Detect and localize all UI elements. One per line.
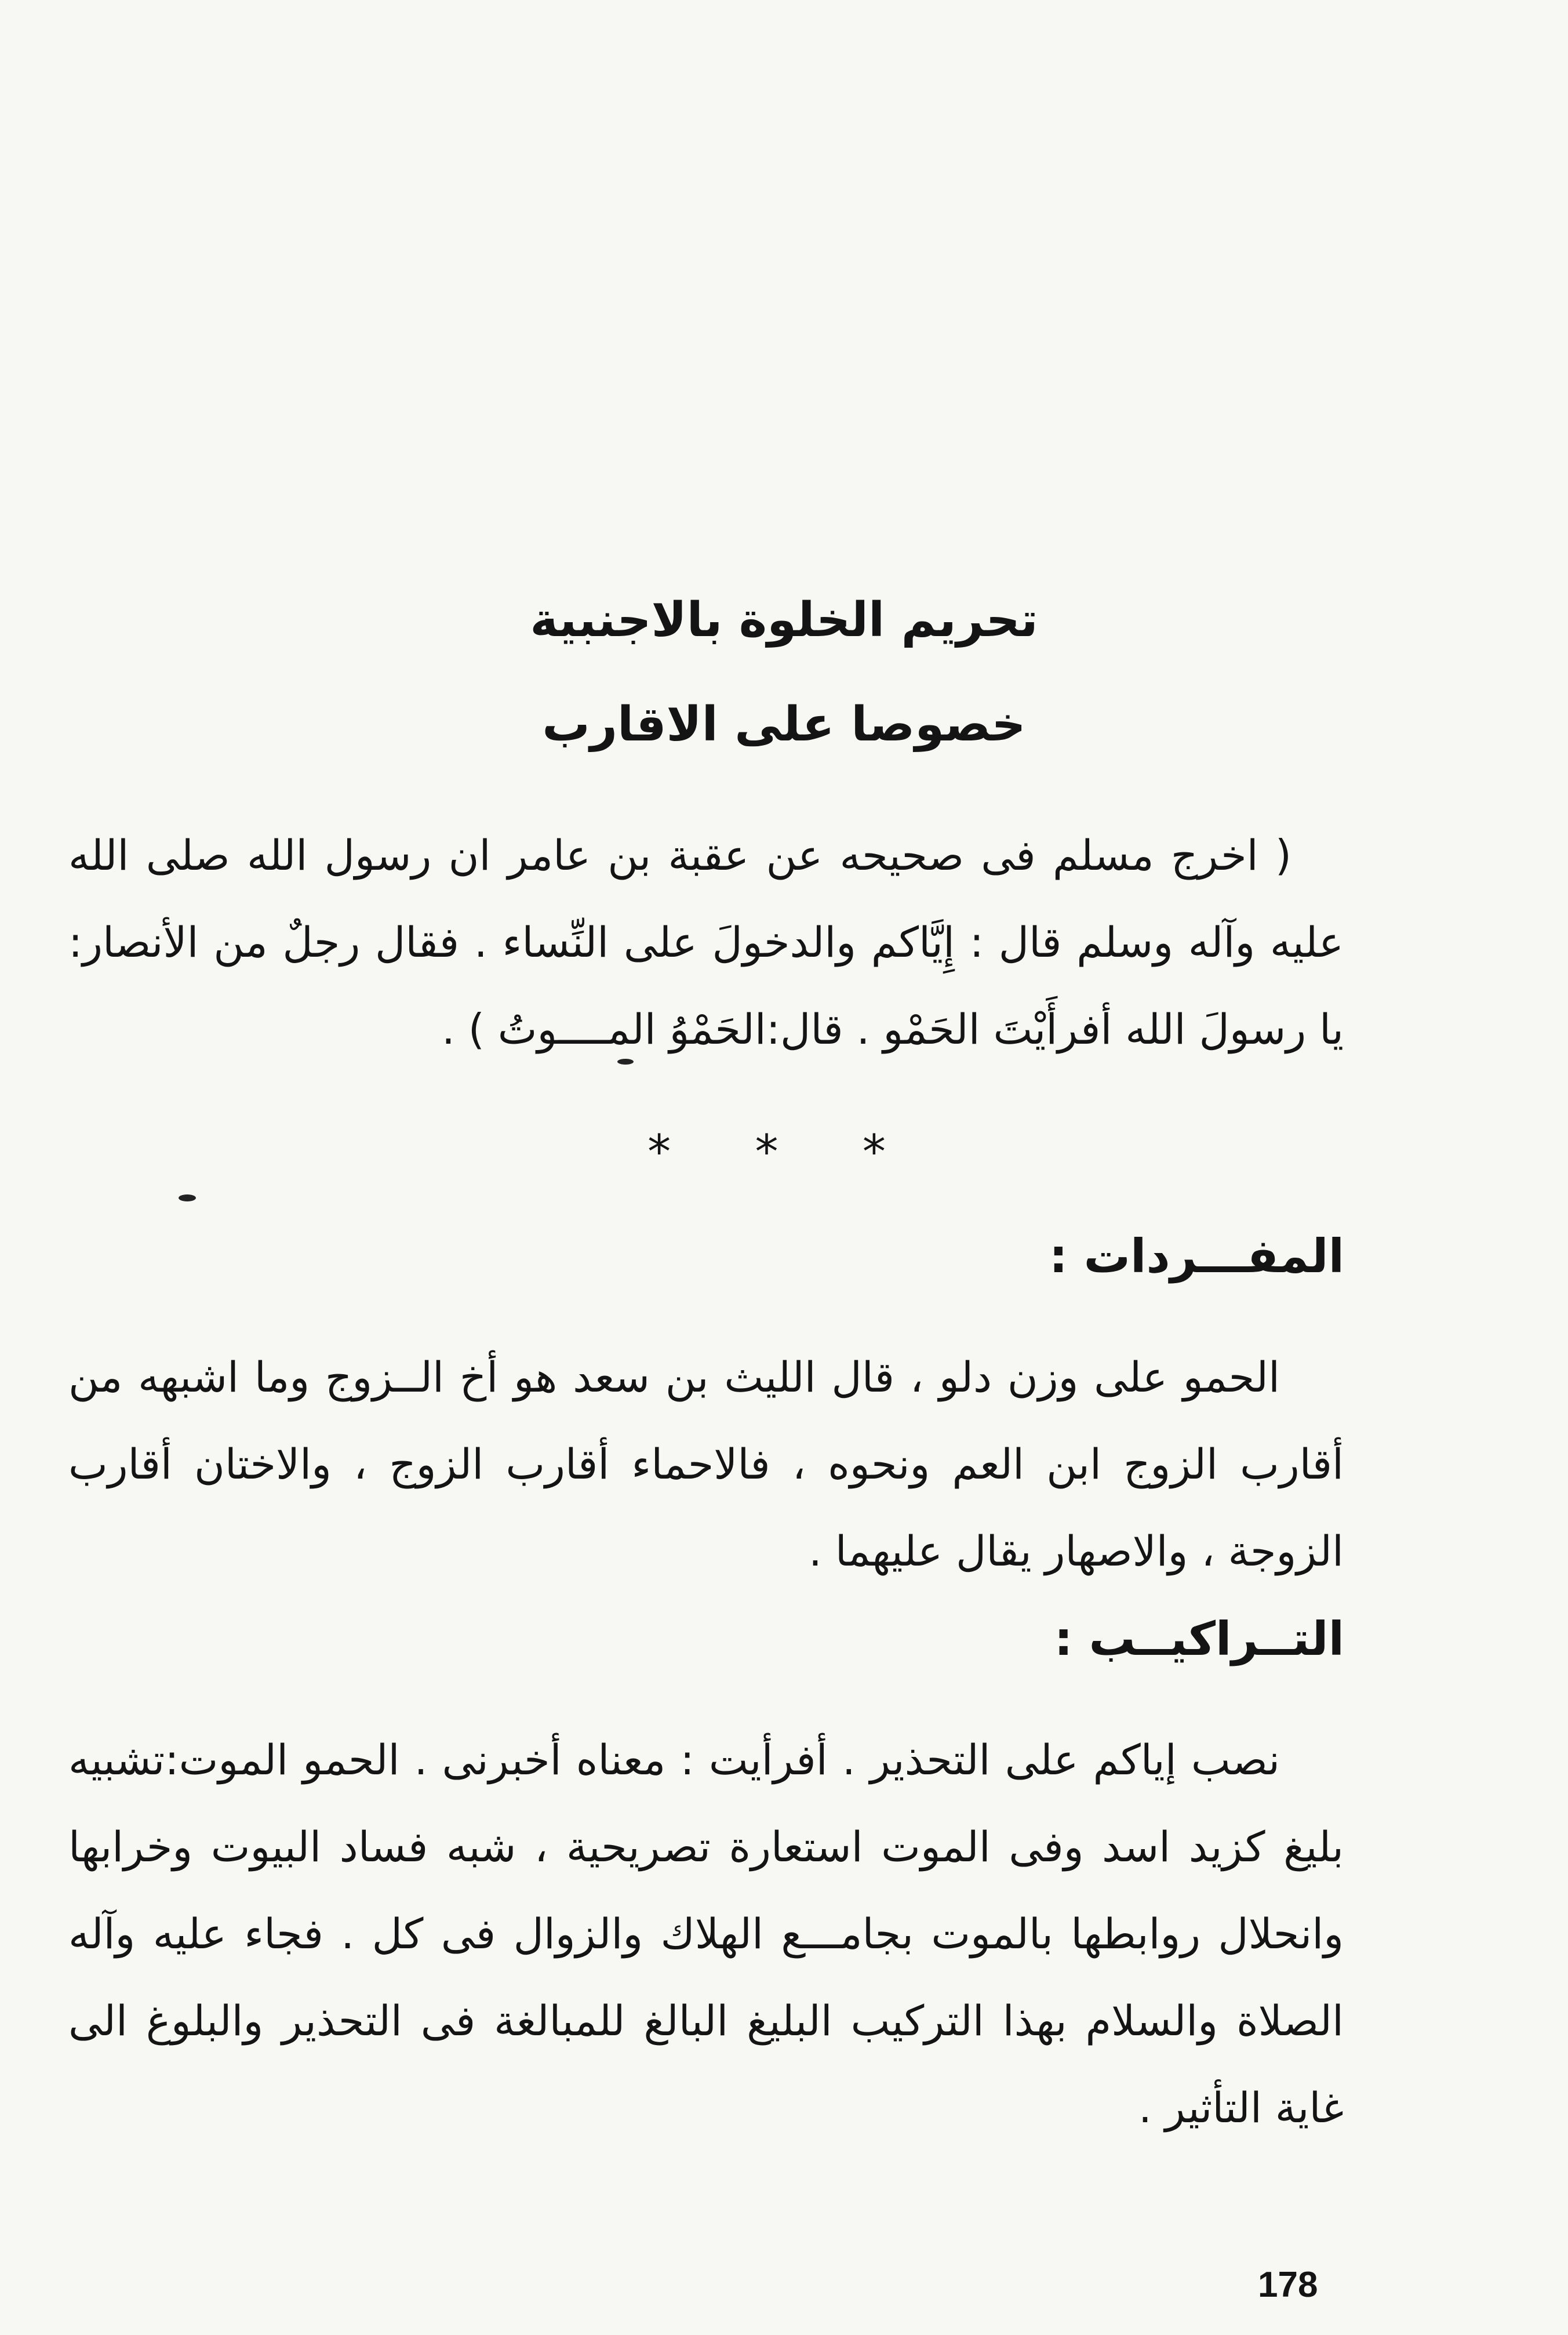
page-number: 178	[1258, 2265, 1318, 2305]
mufradat-paragraph: الحمو على وزن دلو ، قال الليث بن سعد هو أخ الــزوج وما اشبهه من أقارب الزوج ابن العم ونحوه ، فالاحماء أقارب الزوج ، والاختان أقارب الزوجة ، والاصهار يقال عليهما .	[68, 1353, 1344, 1575]
title-line-1: تحريم الخلوة بالاجنبية	[530, 593, 1038, 648]
hadith-text	[68, 812, 1344, 1073]
title-line-2: خصوصا على الاقارب	[542, 697, 1026, 752]
heading-tarakib: التــراكيــب :	[1054, 1612, 1344, 1666]
mufradat-section	[68, 1334, 1344, 1595]
tarakib-section	[68, 1716, 1344, 2151]
chapter-title	[0, 568, 1568, 777]
heading-mufradat: المفـــردات :	[1049, 1229, 1344, 1283]
ink-speck	[179, 1194, 196, 1201]
section-separator: * * *	[647, 1125, 921, 1179]
hadith-paragraph: ( اخرج مسلم فى صحيحه عن عقبة بن عامر ان رسول الله صلى الله عليه وآله وسلم قال : إِيَّاكم والدخولَ على النِّساء . فقال رجلٌ من الأنصار: يا رسولَ الله أفرأَيْتَ الحَمْو . قال:الحَمْوُ المــــوتُ ) .	[68, 831, 1344, 1054]
ink-speck	[617, 1059, 634, 1065]
tarakib-paragraph: نصب إياكم على التحذير . أفرأيت : معناه أخبرنى . الحمو الموت:تشبيه بليغ كزيد اسد وفى الموت استعارة تصريحية ، شبه فساد البيوت وخرابها وانحلال روابطها بالموت بجامـــع الهلاك والزوال فى كل . فجاء عليه وآله الصلاة والسلام بهذا التركيب البليغ البالغ للمبالغة فى التحذير والبلوغ الى غاية التأثير .	[68, 1735, 1344, 2132]
